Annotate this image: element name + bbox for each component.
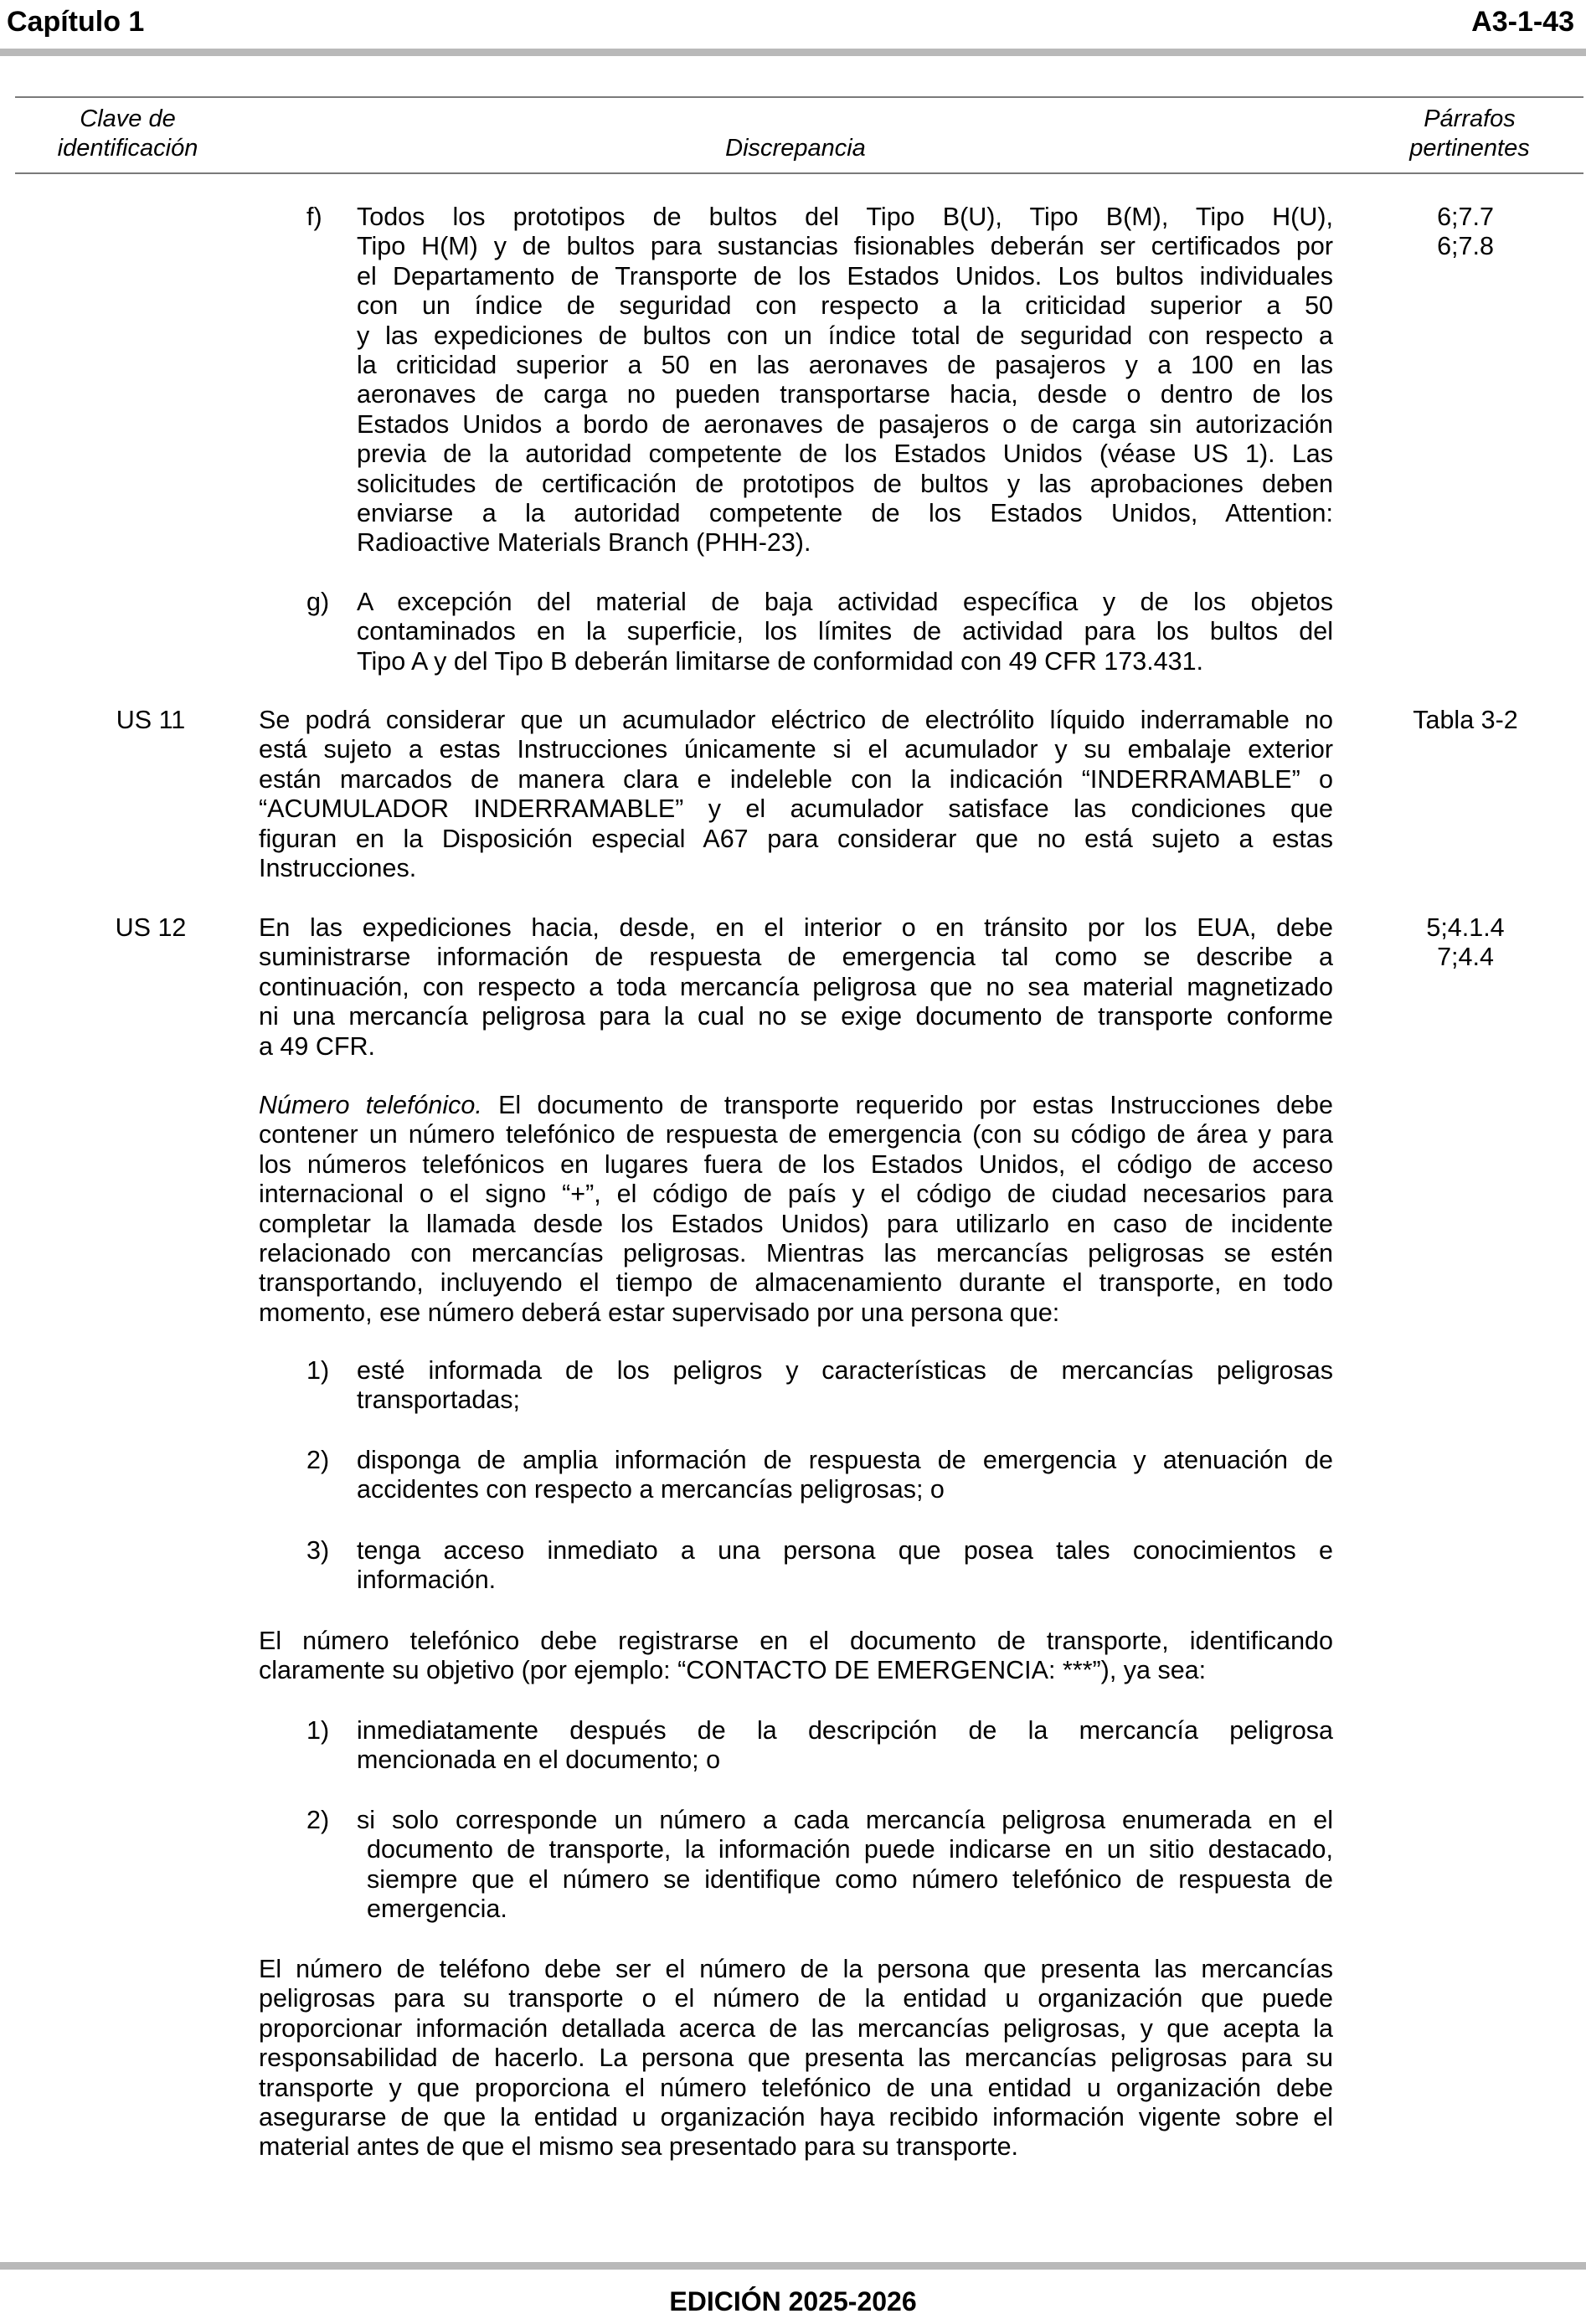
person-list-line: tenga acceso inmediato a una persona que posea tales conocimientos e (357, 1536, 1333, 1565)
column-header-key (25, 105, 230, 163)
person-list-item (357, 1356, 1333, 1416)
phone-paragraph (259, 1120, 1333, 1328)
person-list-line: transportadas; (357, 1386, 520, 1415)
us12-line: continuación, con respecto a toda mercancía peligrosa que no sea material magnetizado (259, 972, 1333, 1001)
phone-line: contener un número telefónico de respuesta de emergencia (con su código de área y para (259, 1120, 1333, 1149)
phone-first-line-rest: El documento de transporte requerido por estas Instrucciones debe (481, 1091, 1333, 1119)
column-header-paragraphs-line: pertinentes (1409, 135, 1530, 162)
us12-ref: 7;4.4 (1437, 943, 1494, 972)
phone-line: completar la llamada desde los Estados Unidos) para utilizarlo en caso de incidente (259, 1209, 1333, 1238)
item-g-line: Tipo A y del Tipo B deberán limitarse de conformidad con 49 CFR 173.431. (357, 646, 1204, 676)
register-list-label: 1) (306, 1716, 330, 1745)
register-line: El número telefónico debe registrarse en el documento de transporte, identificando (259, 1627, 1333, 1655)
item-f-ref: 6;7.8 (1437, 232, 1494, 261)
register-list-line: documento de transporte, la información puede indicarse en un sitio destacado, (367, 1835, 1333, 1864)
register-list-item (357, 1716, 1333, 1776)
final-line: peligrosas para su transporte o el número de la entidad u organización que puede (259, 1984, 1333, 2013)
item-f-line: la criticidad superior a 50 en las aeronaves de pasajeros y a 100 en las (357, 350, 1333, 379)
us12-line: ni una mercancía peligrosa para la cual no se exige documento de transporte conforme (259, 1002, 1333, 1031)
item-f-line: previa de la autoridad competente de los Estados Unidos (véase US 1). Las (357, 440, 1333, 469)
phone-line: los números telefónicos en lugares fuera de los Estados Unidos, el código de acceso (259, 1149, 1333, 1179)
item-f-line: Radioactive Materials Branch (PHH-23). (357, 528, 811, 558)
person-list-line: disponga de amplia información de respuesta de emergencia y atenuación de (357, 1446, 1333, 1474)
person-list-label: 1) (306, 1356, 330, 1385)
phone-line: internacional o el signo “+”, el código de país y el código de ciudad necesarios para (259, 1180, 1333, 1209)
register-list-label: 2) (306, 1806, 330, 1834)
us11-ref: Tabla 3-2 (1413, 706, 1518, 734)
item-f-line: y las expediciones de bultos con un índice total de seguridad con respecto a (357, 321, 1333, 350)
us11-line: Instrucciones. (259, 853, 417, 882)
item-f-line: el Departamento de Transporte de los Estados Unidos. Los bultos individuales (357, 261, 1333, 290)
item-g-text (357, 588, 1333, 676)
us11-text (259, 706, 1333, 883)
us11-line: Se podrá considerar que un acumulador eléctrico de electrólito líquido inderramable no (259, 706, 1333, 734)
us12-ref: 5;4.1.4 (1426, 913, 1505, 942)
row-key-us11: US 11 (116, 706, 186, 734)
phone-paragraph-first-line (259, 1091, 1333, 1120)
item-f-label: f) (306, 203, 322, 231)
column-header-paragraphs (1373, 105, 1566, 163)
final-line: transporte y que proporciona el número telefónico de una entidad u organización debe (259, 2073, 1333, 2102)
person-list-item (357, 1446, 1333, 1505)
final-paragraph (259, 1955, 1333, 2162)
register-list-line: siempre que el número se identifique como número telefónico de respuesta de (367, 1864, 1333, 1894)
item-f-line: con un índice de seguridad con respecto a la criticidad superior a 50 (357, 291, 1333, 321)
person-list-label: 3) (306, 1536, 330, 1565)
us11-line: están marcados de manera clara e indeleble con la indicación “INDERRAMABLE” o (259, 764, 1333, 794)
person-list-line: esté informada de los peligros y características de mercancías peligrosas (357, 1356, 1333, 1385)
us12-line: En las expediciones hacia, desde, en el interior o en tránsito por los EUA, debe (259, 913, 1333, 942)
final-line: responsabilidad de hacerlo. La persona que presenta las mercancías peligrosas para su (259, 2044, 1333, 2073)
column-header-paragraphs-line: Párrafos (1424, 105, 1516, 132)
header-divider (0, 49, 1586, 56)
person-list-line: información. (357, 1566, 497, 1595)
us12-text (259, 913, 1333, 1062)
edition-footer: EDICIÓN 2025-2026 (669, 2286, 917, 2316)
register-list-line: emergencia. (367, 1895, 507, 1924)
register-line: claramente su objetivo (por ejemplo: “CONTACTO DE EMERGENCIA: ***”), ya sea: (259, 1656, 1207, 1685)
row-key-us12: US 12 (115, 913, 187, 942)
final-line: proporcionar información detallada acerca de las mercancías peligrosas, y que acepta la (259, 2013, 1333, 2043)
item-f-line: Todos los prototipos de bultos del Tipo B(U), Tipo B(M), Tipo H(U), (357, 203, 1333, 231)
chapter-title: Capítulo 1 (7, 6, 145, 38)
column-header-key-line: Clave de (80, 105, 176, 132)
person-list-item (357, 1536, 1333, 1596)
phone-heading: Número telefónico. (259, 1091, 482, 1119)
column-header-discrepancy: Discrepancia (725, 135, 866, 162)
item-f-line: solicitudes de certificación de prototipos de bultos y las aprobaciones deben (357, 469, 1333, 498)
register-paragraph (259, 1627, 1333, 1686)
person-list-label: 2) (306, 1446, 330, 1474)
final-line: El número de teléfono debe ser el número de la persona que presenta las mercancías (259, 1955, 1333, 1983)
item-g-line: contaminados en la superficie, los límites de actividad para los bultos del (357, 617, 1333, 646)
page-number: A3-1-43 (1471, 6, 1574, 38)
item-f-line: Estados Unidos a bordo de aeronaves de pasajeros o de carga sin autorización (357, 409, 1333, 439)
register-list-item (357, 1806, 1333, 1925)
us12-line: suministrarse información de respuesta de emergencia tal como se describe a (259, 943, 1333, 972)
phone-line: momento, ese número deberá estar supervisado por una persona que: (259, 1298, 1060, 1327)
table-top-rule (15, 96, 1583, 98)
final-line: asegurarse de que la entidad u organización haya recibido información vigente sobre el (259, 2102, 1333, 2131)
register-list-line: si solo corresponde un número a cada mercancía peligrosa enumerada en el (357, 1806, 1333, 1834)
item-f-text (357, 203, 1333, 558)
item-f-line: enviarse a la autoridad competente de los Estados Unidos, Attention: (357, 498, 1333, 527)
item-g-label: g) (306, 588, 330, 616)
person-list-line: accidentes con respecto a mercancías peligrosas; o (357, 1475, 945, 1504)
item-f-line: aeronaves de carga no pueden transportarse hacia, desde o dentro de los (357, 380, 1333, 409)
us11-line: está sujeto a estas Instrucciones únicamente si el acumulador y su embalaje exterior (259, 735, 1333, 764)
phone-line: transportando, incluyendo el tiempo de almacenamiento durante el transporte, en todo (259, 1268, 1333, 1298)
us12-line: a 49 CFR. (259, 1031, 375, 1061)
phone-line: relacionado con mercancías peligrosas. Mientras las mercancías peligrosas se estén (259, 1238, 1333, 1267)
register-list-line: mencionada en el documento; o (357, 1746, 721, 1775)
column-header-key-line: identificación (57, 135, 198, 162)
us11-line: figuran en la Disposición especial A67 para considerar que no está sujeto a estas (259, 824, 1333, 853)
item-f-line: Tipo H(M) y de bultos para sustancias fisionables deberán ser certificados por (357, 232, 1333, 261)
table-header-rule (15, 172, 1583, 174)
final-line: material antes de que el mismo sea presentado para su transporte. (259, 2132, 1019, 2162)
register-list-line: inmediatamente después de la descripción de la mercancía peligrosa (357, 1716, 1333, 1745)
item-g-line: A excepción del material de baja actividad específica y de los objetos (357, 588, 1333, 616)
us11-line: “ACUMULADOR INDERRAMABLE” y el acumulador satisface las condiciones que (259, 794, 1333, 824)
item-f-ref: 6;7.7 (1437, 203, 1494, 231)
footer-divider (0, 2262, 1586, 2270)
